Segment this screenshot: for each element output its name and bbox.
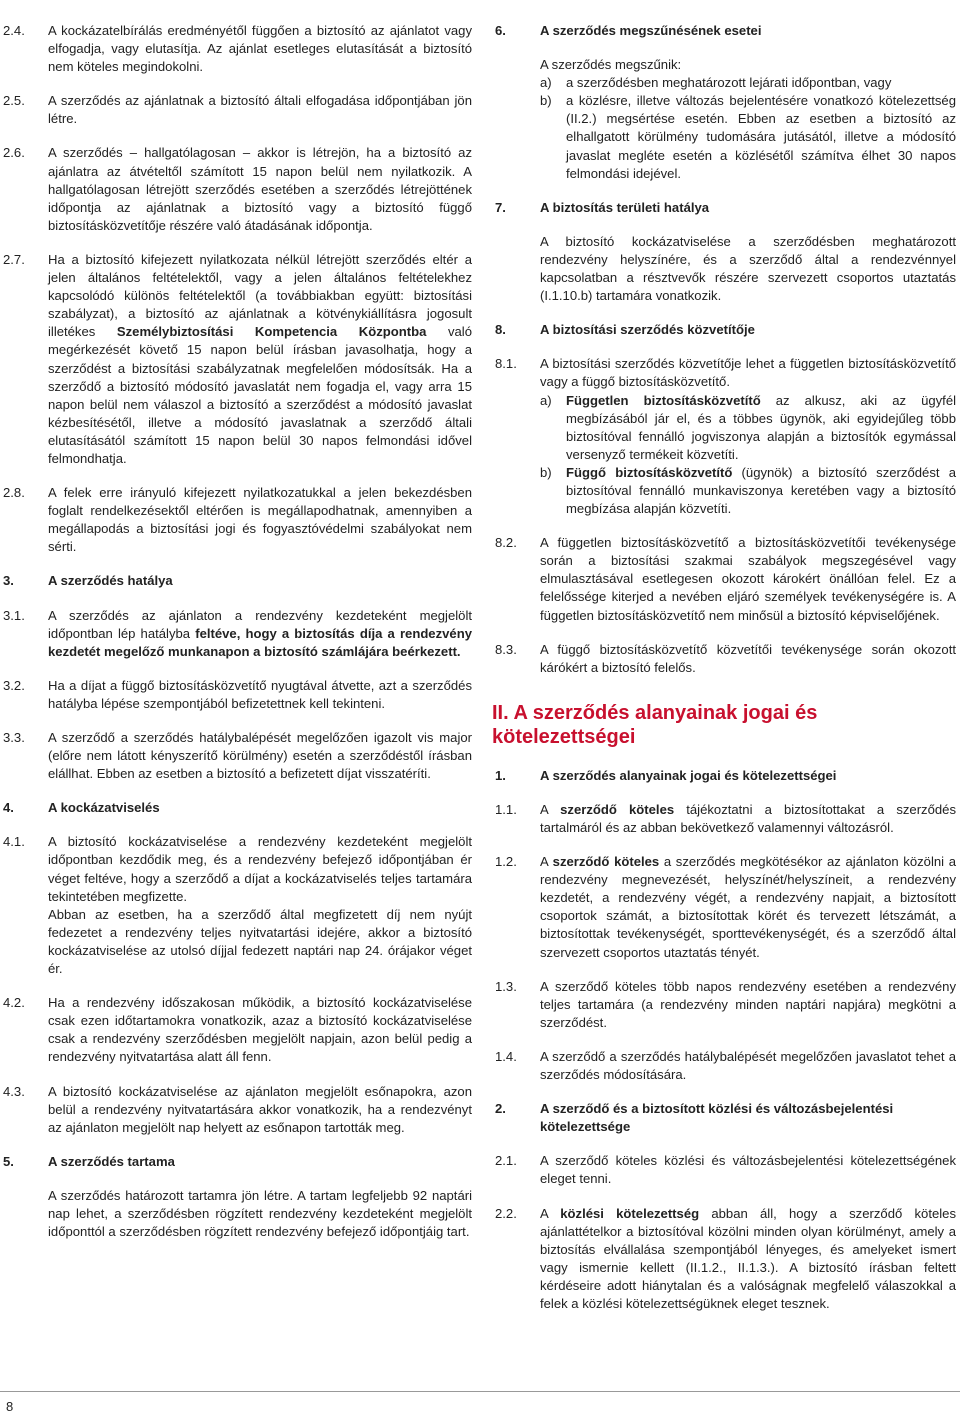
section-number: 1.2. xyxy=(495,854,517,870)
list-text xyxy=(566,392,956,464)
section-number: 3.2. xyxy=(3,677,25,693)
section-2-8 xyxy=(0,484,472,556)
bold-run: Személybiztosítási Kompetencia Központba xyxy=(116,324,427,340)
page-number: 8 xyxy=(6,1399,14,1414)
section-number: 4.3. xyxy=(3,1083,25,1099)
section-number: 1.4. xyxy=(495,1048,517,1064)
section-number: 3.1. xyxy=(3,607,25,623)
section-text: A biztosító kockázatviselése az ajánlaton megjelölt esőnapokra, azon belül a rendezvény nyitvatartására akkor vonatkozik, ha a rendezvényt az ajánlaton megjelölt nap helyett az esőnapon tartották meg. xyxy=(48,1083,472,1135)
section-text: A szerződő a szerződés hatálybalépését megelőzően javaslatot tehet a szerződés módosítására. xyxy=(540,1048,956,1083)
heading-text: A szerződés hatálya xyxy=(48,573,173,589)
paragraph: Abban az esetben, ha a szerződő által megfizetett díj nem nyújt fedezetet a rendezvény teljes nyitvatartási idejére, akkor a biztosító kockázatviselése az utolsó díjjal fedezett naptári nap 24. órájakor véget ér. xyxy=(48,906,472,977)
list-label: b) xyxy=(540,93,552,109)
section-number: 2.1. xyxy=(495,1153,517,1169)
section-number: 2.8. xyxy=(3,485,25,501)
bold-run: Függő biztosításközvetítő xyxy=(566,464,733,480)
heading-text: A szerződés tartama xyxy=(48,1153,175,1169)
heading-5 xyxy=(0,1153,472,1171)
section-text xyxy=(48,607,472,661)
heading-text: A szerződés alanyainak jogai és kötelezettségei xyxy=(540,767,837,783)
section-text xyxy=(48,251,472,468)
section-text: A független biztosításközvetítő a biztosításközvetítői tevékenysége során a biztosítási szakmai szabályok megszegésével vagy elmulasztásával esetlegesen okozott károkért önállóan felel. Ez a felelőssége kiterjed a nevében eljáró személyek tevékenységére is. A független biztosításközvetítő nem minősül a biztosító képviselőjének. xyxy=(540,535,956,623)
section-3-2 xyxy=(0,677,472,713)
section-1-3 xyxy=(492,978,956,1032)
heading-8 xyxy=(492,321,956,339)
list-item xyxy=(540,464,956,518)
paragraph: A biztosítási szerződés közvetítője lehet a független biztosításközvetítő vagy a függő biztosításközvetítő. xyxy=(540,356,956,390)
paragraph-6-intro: A szerződés megszűnik: xyxy=(540,57,682,73)
section-number: 1.1. xyxy=(495,801,517,817)
section-text: Ha a rendezvény időszakosan működik, a biztosító kockázatviselése csak ezen időtartamokra vonatkozik, azaz a biztosító kockázatviselése csak a rendezvény szerződésben megjelölt napjain, azon belül pedig a rendezvény nyitvatartása alatt áll fenn. xyxy=(48,995,472,1065)
part-title: II. A szerződés alanyainak jogai és kötelezettségei xyxy=(492,701,818,748)
list-6 xyxy=(492,74,956,183)
text-run: Ha a biztosító kifejezett nyilatkozata nélkül létrejött szerződés eltér a jelen általános feltételektől, vagy a jelen általános feltételekhez kapcsolódó különös feltételektől (a továbbiakban együtt: biztosítási szabályzat), a biztosító az ajánlatnak a kötvénykiállításra jogosult illetékes xyxy=(48,251,472,340)
heading-text: A szerződő és a biztosított közlési és változásbejelentési kötelezettsége xyxy=(540,1101,894,1135)
section-text xyxy=(540,1205,956,1314)
section-4-3 xyxy=(0,1083,472,1137)
section-number: 8.3. xyxy=(495,641,517,657)
text-run: való megérkezését követő 15 napon belül írásban javasolhatja, hogy a szerződést a biztosítási szabályzatnak megfelelően módosítsák. Ha a szerződő a biztosító módosító javaslatát nem fogadja el, vagy arra 15 napon belül nem válaszol a biztosító a szerződést a módosító javaslat kézbesítésétől, illetve a módosító javaslatnak a szerződő általi elutasításától számított 15 napon belül 30 napos felmondási idővel felmondhatja. xyxy=(48,324,472,466)
section-number: 4.2. xyxy=(3,995,25,1011)
text-run: tájékoztatni a biztosítottakat a szerződés tartalmáról és az abban bekövetkező valamennyi változásról. xyxy=(540,801,956,835)
section-2-7 xyxy=(0,251,472,468)
heading-text: A szerződés megszűnésének esetei xyxy=(540,23,762,38)
heading-number: 6. xyxy=(495,23,506,38)
section-text: A szerződés – hallgatólagosan – akkor is létrejön, ha a biztosító az ajánlatra az átvételtől számított 15 napon belül nem nyilatkozik. A hallgatólagosan létrejött szerződés esetében a szerződés létrejöttének időpontja az ajánlatnak a biztosító vagy a biztosító függő biztosításközvetítője részére való átadásának időpontja. xyxy=(48,145,472,233)
section-2-1 xyxy=(492,1152,956,1188)
section-number: 1.3. xyxy=(495,978,517,994)
heading-7 xyxy=(492,199,956,217)
heading-ii-2 xyxy=(492,1100,956,1136)
text-run: abban áll, hogy a szerződő köteles ajánlattételkor a biztosítóval közölni minden olyan körülményt, amely a biztosítás elvállalása szempontjából lényeges, és amelyeket ismert vagy ismernie kellett (II.1.2., II.1.3.). A biztosító írásban feltett kérdéseire adott hiánytalan és a valóságnak megfelelő válaszokkal a felek a közlési kötelezettségüknek eleget tesznek. xyxy=(540,1205,956,1311)
section-text: A szerződő köteles több napos rendezvény esetében a rendezvény teljes tartamára (a rendezvény minden naptári napjára) megkötni a szerződést. xyxy=(540,978,956,1030)
section-number: 2.5. xyxy=(3,93,25,109)
section-4-2 xyxy=(0,994,472,1066)
list-item xyxy=(540,92,956,182)
section-8-1 xyxy=(492,355,956,518)
bold-run: Független biztosításközvetítő xyxy=(566,392,761,408)
section-number: 3.3. xyxy=(3,730,25,745)
heading-3 xyxy=(0,572,472,590)
section-2-2 xyxy=(492,1205,956,1314)
section-text: A kockázatelbírálás eredményétől függően a biztosító az ajánlatot vagy elfogadja, vagy elutasítja. Az ajánlat esetleges elutasítását a biztosító nem köteles megindokolni. xyxy=(48,23,472,75)
left-column xyxy=(0,22,472,1257)
bold-run: szerződő köteles xyxy=(552,854,660,870)
section-3-3 xyxy=(0,729,472,783)
section-4-1 xyxy=(0,833,472,978)
section-text: A függő biztosításközvetítő közvetítői tevékenysége során okozott kárókért a biztosító felelős. xyxy=(540,641,956,675)
section-number: 4.1. xyxy=(3,834,25,850)
section-text xyxy=(540,801,956,837)
list-label: a) xyxy=(540,392,552,408)
list-text: a közlésre, illetve változás bejelentésére vonatkozó kötelezettség (II.2.) megsértése esetén. Ebben az esetben a biztosító az elhallgatott körülmény tudomására jutásától, illetve a módosító javaslat megléte esetén a közlésétől számítva élhet 30 napos felmondási idejével. xyxy=(566,93,956,181)
section-2-4 xyxy=(0,22,472,76)
paragraph-5: A szerződés határozott tartamra jön létre. A tartam legfeljebb 92 naptári nap lehet, a szerződésben rögzített rendezvény kezdeteként megjelölt időponttól a szerződésben rögzített rendezvény befejező időpontjáig tart. xyxy=(48,1187,472,1240)
list-text: a szerződésben meghatározott lejárati időpontban, vagy xyxy=(566,75,892,91)
text-run: az alkusz, aki az ügyfél megbízásából jár el, és a többes ügynök, aki egyidejűleg több biztosítóval fennálló jogviszonya alapján a biztosítók egymással versenyző termékeit közvetíti. xyxy=(566,392,957,462)
section-number: 2.2. xyxy=(495,1205,517,1221)
section-number: 8.1. xyxy=(495,356,517,372)
text-run: (ügynök) a biztosító szerződést a biztosítóval fennálló munkaviszonya keretében vagy a biztosító megbízása alapján közvetíti. xyxy=(566,464,956,517)
list-label: b) xyxy=(540,464,552,480)
bold-run: szerződő köteles xyxy=(560,801,675,817)
section-number: 2.6. xyxy=(3,145,25,161)
heading-number: 4. xyxy=(3,800,14,816)
section-3-1 xyxy=(0,607,472,661)
section-1-1 xyxy=(492,801,956,837)
section-8-2 xyxy=(492,534,956,624)
footer-divider xyxy=(0,1391,960,1392)
paragraph-7: A biztosító kockázatviselése a szerződésben meghatározott rendezvény helyszínére, és a szerződő által a rendezvénnyel kapcsolatban a résztvevők részére szervezett csoportos utaztatás (I.1.10.b) tartamára vonatkozik. xyxy=(540,233,956,304)
list-label: a) xyxy=(540,75,552,91)
right-column xyxy=(492,22,956,1329)
heading-number: 1. xyxy=(495,767,506,783)
heading-text: A biztosítás területi hatálya xyxy=(540,199,710,215)
heading-number: 3. xyxy=(3,573,14,589)
heading-number: 2. xyxy=(495,1101,506,1117)
section-1-4 xyxy=(492,1048,956,1084)
heading-6 xyxy=(492,22,956,40)
section-number: 2.4. xyxy=(3,23,25,38)
list-item xyxy=(540,392,956,464)
heading-number: 7. xyxy=(495,199,506,215)
section-text xyxy=(540,853,956,962)
section-number: 2.7. xyxy=(3,251,25,267)
heading-number: 5. xyxy=(3,1153,14,1169)
section-2-6 xyxy=(0,144,472,234)
text-run: A xyxy=(540,854,553,870)
heading-number: 8. xyxy=(495,322,506,338)
paragraph: A biztosító kockázatviselése a rendezvény kezdeteként megjelölt időpontban kezdődik meg, és a rendezvény befejező időpontjában ér véget feltéve, hogy a szerződő a díjat a kockázatviselés teljes tartamára tekintetében megfizette. xyxy=(48,834,472,904)
text-run: a szerződés megkötésékor az ajánlaton közölni a rendezvény megnevezését, helyszínét/helyszíneit, a rendezvény kezdetét, a rendezvény végét, a rendezvény napjait, a biztosított csoportok számát, a biztosítottak körét és tervezett létszámát, a biztosítottak tevékenységét, sporttevékenységét, és a szerződő által szervezett csoportos utaztatás tényét. xyxy=(540,854,956,960)
section-text: A szerződés az ajánlatnak a biztosító általi elfogadása időpontjában jön létre. xyxy=(48,93,472,127)
section-8-3 xyxy=(492,641,956,677)
bold-run: közlési kötelezettség xyxy=(560,1205,700,1221)
heading-4 xyxy=(0,799,472,817)
text-run: A xyxy=(540,1205,561,1221)
section-number: 8.2. xyxy=(495,535,517,551)
heading-ii-1 xyxy=(492,767,956,785)
text-run: A xyxy=(540,801,561,817)
list-item xyxy=(540,74,956,92)
section-text: A szerződő köteles közlési és változásbejelentési kötelezettségének eleget tenni. xyxy=(540,1153,956,1187)
bold-run: feltéve, hogy a biztosítás díja a rendezvény kezdetét megelőző munkanapon a biztosító számlájára beérkezett. xyxy=(48,625,472,659)
section-text xyxy=(48,833,472,978)
section-1-2 xyxy=(492,853,956,962)
section-text: A felek erre irányuló kifejezett nyilatkozatukkal a jelen bekezdésben foglalt rendelkezésektől eltérően is megállapodhatnak, amennyiben a megállapodás a biztosítási jogi és fogyasztóvédelmi szabályokat nem sérti. xyxy=(48,485,472,555)
heading-text: A biztosítási szerződés közvetítője xyxy=(540,322,755,338)
section-2-5 xyxy=(0,92,472,128)
section-text: A szerződő a szerződés hatálybalépését megelőzően igazolt vis major (előre nem látott kényszerítő körülmény) esetén a szerződéstől írásban elállhat. Ebben az esetben a biztosító a befizetett díjat visszatéríti. xyxy=(48,730,472,782)
heading-text: A kockázatviselés xyxy=(48,800,160,816)
text-run: A szerződés az ajánlaton a rendezvény kezdeteként megjelölt időpontban lép hatályba xyxy=(48,607,472,641)
section-text xyxy=(540,355,956,518)
list-text xyxy=(566,464,956,518)
section-text: Ha a díjat a függő biztosításközvetítő nyugtával átvette, azt a szerződés hatályba lépése szempontjából befizetettnek kell tekinteni. xyxy=(48,677,472,711)
